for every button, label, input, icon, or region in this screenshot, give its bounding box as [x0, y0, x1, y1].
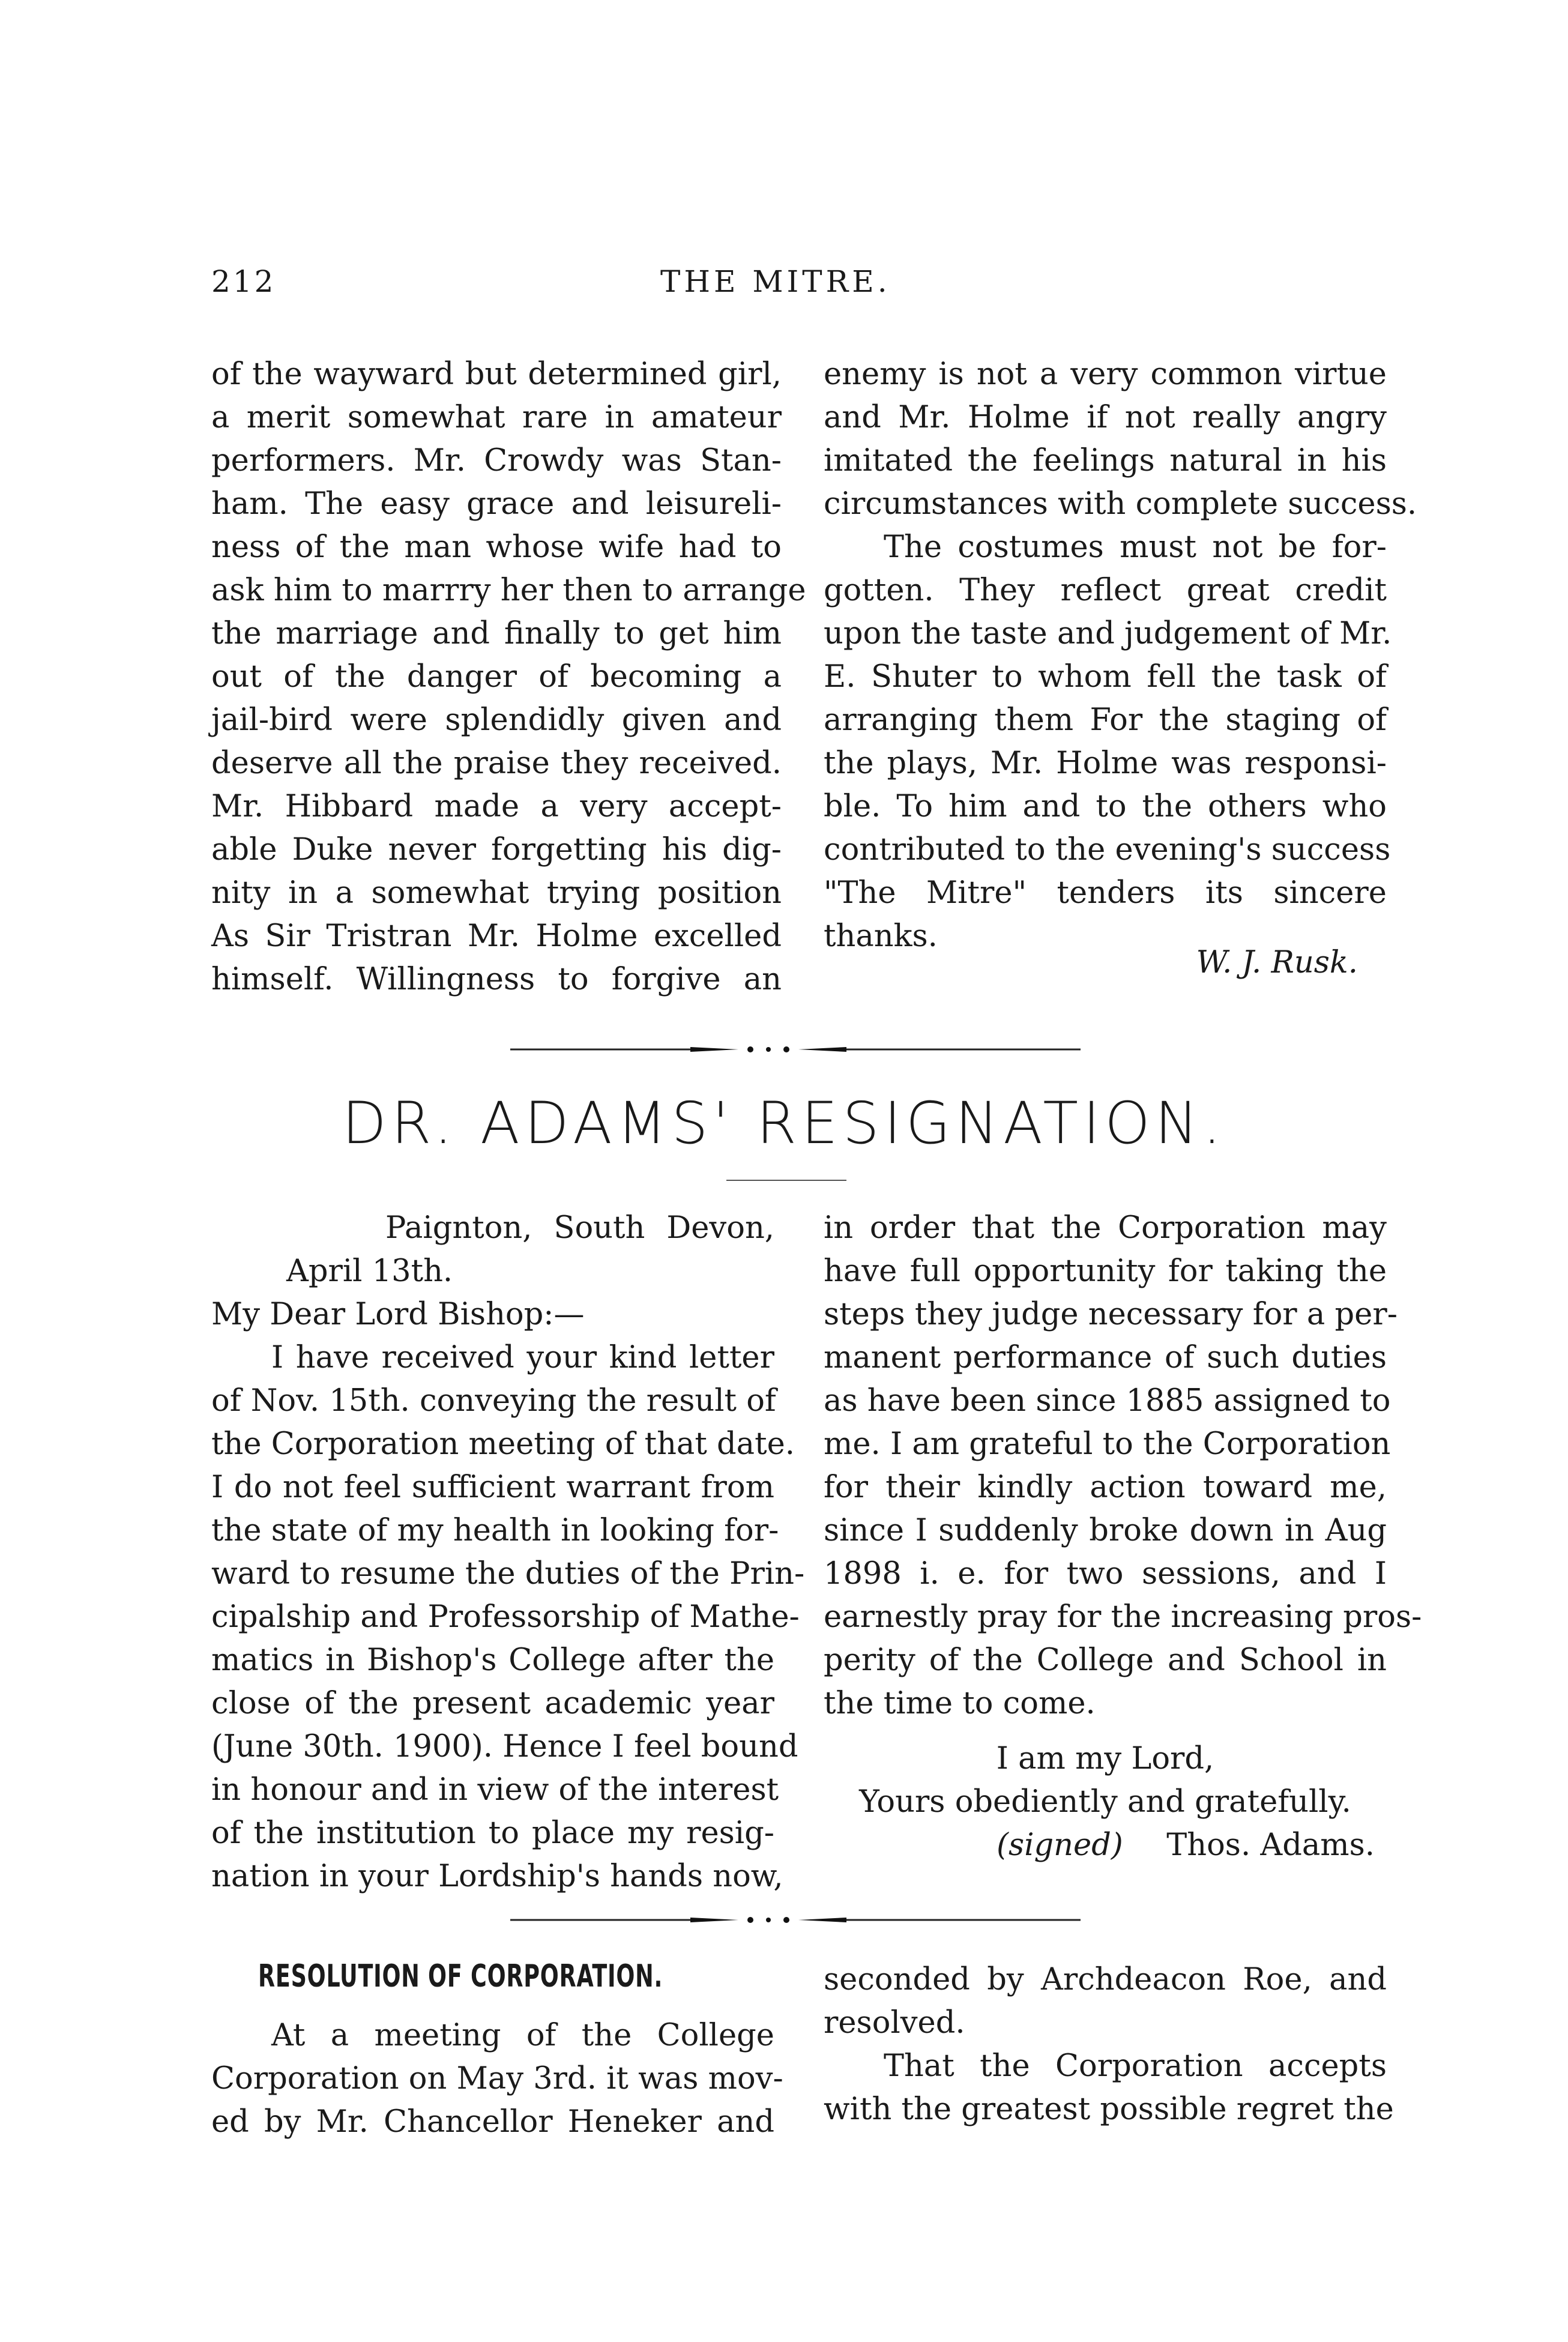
text-line: performers. Mr. Crowdy was Stan-: [211, 443, 782, 478]
text-line: Mr. Hibbard made a very accept-: [211, 789, 782, 824]
running-title: THE MITRE.: [660, 264, 891, 299]
text-line: (June 30th. 1900). Hence I feel bound: [211, 1729, 798, 1764]
text-line: seconded by Archdeacon Roe, and: [824, 1962, 1387, 1997]
text-line: in honour and in view of the interest: [211, 1772, 779, 1808]
text-line: At a meeting of the College: [271, 2018, 774, 2053]
review-left-column: [211, 353, 806, 1001]
text-line: nity in a somewhat trying position: [211, 875, 782, 911]
review-signature: W. J. Rusk.: [1196, 945, 1358, 980]
text-line: out of the danger of becoming a: [211, 659, 782, 695]
text-line: the state of my health in looking for-: [211, 1513, 779, 1548]
resolution-left-column: [211, 2014, 783, 2144]
text-line: the time to come.: [824, 1686, 1096, 1721]
divider-ornament-icon: [510, 1914, 1081, 1926]
letter-salutation: My Dear Lord Bishop:—: [211, 1297, 585, 1332]
text-line: perity of the College and School in: [824, 1643, 1387, 1678]
text-line: of the wayward but determined girl,: [211, 357, 782, 392]
text-line: earnestly pray for the increasing pros-: [824, 1599, 1422, 1635]
text-line: ble. To him and to the others who: [824, 789, 1387, 824]
ornamental-divider-2: [510, 1914, 1081, 1926]
text-line: himself. Willingness to forgive an: [211, 962, 782, 997]
text-line: have full opportunity for taking the: [824, 1254, 1387, 1289]
text-line: since I suddenly broke down in Aug: [824, 1513, 1387, 1548]
divider-ornament-icon: [510, 1043, 1081, 1055]
text-line: "The Mitre" tenders its sincere: [824, 875, 1387, 911]
text-line: me. I am grateful to the Corporation: [824, 1426, 1391, 1462]
text-line: of Nov. 15th. conveying the result of: [211, 1383, 776, 1419]
letter-right-column: [824, 1207, 1422, 1867]
text-line: manent performance of such duties: [824, 1340, 1387, 1375]
text-line: for their kindly action toward me,: [824, 1470, 1387, 1505]
text-line: the Corporation meeting of that date.: [211, 1426, 795, 1462]
title-underline: [726, 1180, 846, 1181]
text-line: with the greatest possible regret the: [824, 2092, 1394, 2127]
text-line: able Duke never forgetting his dig-: [211, 832, 782, 868]
text-line: close of the present academic year: [211, 1686, 774, 1721]
text-line: imitated the feelings natural in his: [824, 443, 1387, 478]
page-number: 212: [211, 264, 276, 299]
text-line: steps they judge necessary for a per-: [824, 1297, 1398, 1332]
letter-left-column: [211, 1207, 805, 1898]
text-line: As Sir Tristran Mr. Holme excelled: [211, 919, 782, 954]
text-line: resolved.: [824, 2005, 965, 2041]
text-line: enemy is not a very common virtue: [824, 357, 1387, 392]
text-line: nation in your Lordship's hands now,: [211, 1859, 783, 1894]
text-line: and Mr. Holme if not really angry: [824, 400, 1387, 435]
text-line: ask him to marrry her then to arrange: [211, 573, 806, 608]
text-line: thanks.: [824, 919, 938, 954]
text-line: I have received your kind letter: [271, 1340, 774, 1375]
text-line: jail-bird were splendidly given and: [211, 702, 782, 738]
ornamental-divider: [510, 1043, 1081, 1055]
text-line: The costumes must not be for-: [884, 530, 1387, 565]
letter-closing: I am my Lord,: [996, 1741, 1214, 1776]
text-line: E. Shuter to whom fell the task of: [824, 659, 1387, 695]
text-line: in order that the Corporation may: [824, 1210, 1387, 1246]
text-line: the marriage and finally to get him: [211, 616, 782, 651]
text-line: the plays, Mr. Holme was responsi-: [824, 746, 1387, 781]
review-right-column: [824, 353, 1417, 958]
signer-name: Thos. Adams.: [1166, 1827, 1375, 1863]
text-line: 1898 i. e. for two sessions, and I: [824, 1556, 1387, 1592]
article-title: DR. ADAMS' RESIGNATION.: [342, 1090, 1226, 1157]
text-line: as have been since 1885 assigned to: [824, 1383, 1391, 1419]
letter-place: Paignton, South Devon,: [385, 1210, 774, 1246]
text-line: of the institution to place my resig-: [211, 1815, 774, 1851]
letter-date: April 13th.: [286, 1254, 453, 1289]
text-line: arranging them For the staging of: [824, 702, 1387, 738]
resolution-heading: RESOLUTION OF CORPORATION.: [258, 1958, 663, 1994]
text-line: gotten. They reflect great credit: [824, 573, 1387, 608]
text-line: I do not feel sufficient warrant from: [211, 1470, 774, 1505]
text-line: ward to resume the duties of the Prin-: [211, 1556, 805, 1592]
text-line: ness of the man whose wife had to: [211, 530, 782, 565]
signed-label: (signed): [997, 1827, 1123, 1863]
text-line: Corporation on May 3rd. it was mov-: [211, 2061, 783, 2096]
text-line: contributed to the evening's success: [824, 832, 1391, 868]
text-line: upon the taste and judgement of Mr.: [824, 616, 1392, 651]
text-line: cipalship and Professorship of Mathe-: [211, 1599, 800, 1635]
text-line: circumstances with complete success.: [824, 486, 1417, 522]
text-line: a merit somewhat rare in amateur: [211, 400, 782, 435]
text-line: ed by Mr. Chancellor Heneker and: [211, 2104, 774, 2140]
letter-closing-2: Yours obediently and gratefully.: [859, 1784, 1351, 1820]
letter-signature: [824, 1824, 1387, 1867]
resolution-right-column: [824, 1958, 1394, 2131]
text-line: matics in Bishop's College after the: [211, 1643, 774, 1678]
text-line: That the Corporation accepts: [884, 2048, 1387, 2084]
text-line: deserve all the praise they received.: [211, 746, 782, 781]
text-line: ham. The easy grace and leisureli-: [211, 486, 782, 522]
